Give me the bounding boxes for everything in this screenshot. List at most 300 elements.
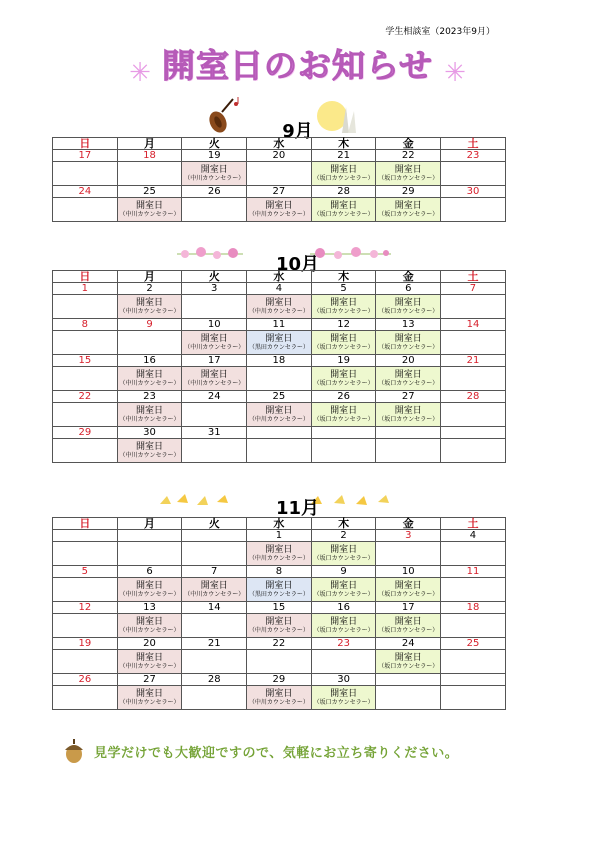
sparkle-icon: ✳	[129, 57, 151, 88]
date-number: 11	[247, 319, 312, 331]
counselor-name: （坂口カウンセラー）	[378, 343, 439, 351]
empty-day-cell	[441, 439, 506, 463]
date-number: 29	[53, 427, 118, 439]
date-number: 20	[247, 150, 312, 162]
month-title: 9月	[282, 121, 313, 142]
date-number: 18	[117, 150, 182, 162]
counselor-name: （坂口カウンセラー）	[378, 174, 439, 182]
date-number: 2	[311, 530, 376, 542]
date-number: 18	[247, 355, 312, 367]
open-day-label: 開室日	[265, 297, 293, 308]
open-day-label: 開室日	[394, 200, 422, 211]
counselor-name: （中川カウンセラー）	[119, 662, 180, 670]
empty-day-cell	[182, 439, 247, 463]
open-day-label: 開室日	[394, 652, 422, 663]
date-number: 28	[441, 391, 506, 403]
open-day-label: 開室日	[136, 616, 164, 627]
open-day-cell	[117, 614, 182, 638]
weekday-label: 日	[53, 518, 118, 530]
empty-day-cell	[441, 650, 506, 674]
counselor-name: （坂口カウンセラー）	[378, 626, 439, 634]
open-day-label: 開室日	[330, 297, 358, 308]
open-day-label: 開室日	[136, 652, 164, 663]
open-day-cell	[311, 614, 376, 638]
weekday-label: 金	[376, 518, 441, 530]
open-day-label: 開室日	[330, 688, 358, 699]
counselor-name: （中川カウンセラー）	[184, 343, 245, 351]
weekday-label: 日	[53, 271, 118, 283]
date-number: 20	[117, 638, 182, 650]
counselor-name: （中川カウンセラー）	[119, 307, 180, 315]
weekday-label: 土	[441, 518, 506, 530]
empty-day-cell	[376, 542, 441, 566]
empty-day-cell	[182, 542, 247, 566]
counselor-name: （中川カウンセラー）	[248, 554, 309, 562]
empty-day-cell	[182, 614, 247, 638]
event-row	[53, 403, 506, 427]
date-number	[53, 530, 118, 542]
open-day-cell	[376, 331, 441, 355]
open-day-cell	[376, 578, 441, 602]
empty-day-cell	[247, 439, 312, 463]
date-number: 25	[117, 186, 182, 198]
counselor-name: （坂口カウンセラー）	[313, 174, 374, 182]
counselor-name: （中川カウンセラー）	[184, 590, 245, 598]
open-day-label: 開室日	[200, 164, 228, 175]
empty-day-cell	[376, 439, 441, 463]
open-day-label: 開室日	[394, 333, 422, 344]
date-row	[53, 674, 506, 686]
open-day-label: 開室日	[136, 688, 164, 699]
open-day-label: 開室日	[330, 333, 358, 344]
event-row	[53, 686, 506, 710]
event-row	[53, 162, 506, 186]
open-day-label: 開室日	[330, 616, 358, 627]
counselor-name: （中川カウンセラー）	[248, 210, 309, 218]
counselor-name: （中川カウンセラー）	[119, 698, 180, 706]
weekday-label: 水	[247, 518, 312, 530]
empty-day-cell	[53, 578, 118, 602]
open-day-label: 開室日	[330, 580, 358, 591]
date-number: 25	[441, 638, 506, 650]
empty-day-cell	[311, 439, 376, 463]
weekday-label: 火	[182, 518, 247, 530]
open-day-label: 開室日	[136, 405, 164, 416]
empty-day-cell	[53, 331, 118, 355]
open-day-label: 開室日	[200, 333, 228, 344]
open-day-cell	[247, 578, 312, 602]
open-day-label: 開室日	[330, 200, 358, 211]
open-day-cell	[117, 198, 182, 222]
date-row	[53, 427, 506, 439]
date-number: 8	[247, 566, 312, 578]
date-number	[376, 674, 441, 686]
date-number: 7	[441, 283, 506, 295]
date-number: 9	[311, 566, 376, 578]
date-number: 16	[311, 602, 376, 614]
counselor-name: （坂口カウンセラー）	[378, 415, 439, 423]
date-row	[53, 566, 506, 578]
date-number	[311, 427, 376, 439]
open-day-cell	[376, 403, 441, 427]
date-number: 7	[182, 566, 247, 578]
empty-day-cell	[53, 439, 118, 463]
counselor-name: （中川カウンセラー）	[248, 626, 309, 634]
date-number: 21	[311, 150, 376, 162]
date-number: 29	[247, 674, 312, 686]
weekday-label: 水	[247, 271, 312, 283]
date-number: 28	[182, 674, 247, 686]
empty-day-cell	[441, 198, 506, 222]
date-number	[182, 530, 247, 542]
counselor-name: （坂口カウンセラー）	[313, 307, 374, 315]
date-number: 28	[311, 186, 376, 198]
open-day-cell	[311, 542, 376, 566]
counselor-name: （坂口カウンセラー）	[313, 379, 374, 387]
empty-day-cell	[117, 162, 182, 186]
date-number: 21	[182, 638, 247, 650]
open-day-label: 開室日	[136, 297, 164, 308]
date-number: 12	[53, 602, 118, 614]
date-number	[441, 674, 506, 686]
date-number: 22	[247, 638, 312, 650]
date-number: 14	[182, 602, 247, 614]
empty-day-cell	[117, 542, 182, 566]
office-note: 学生相談室（2023年9月）	[385, 27, 495, 37]
weekday-label: 火	[182, 138, 247, 150]
open-day-label: 開室日	[330, 405, 358, 416]
date-number: 11	[441, 566, 506, 578]
date-number: 12	[311, 319, 376, 331]
date-number: 18	[441, 602, 506, 614]
date-number: 23	[311, 638, 376, 650]
date-number: 17	[182, 355, 247, 367]
date-number: 9	[117, 319, 182, 331]
open-day-cell	[311, 367, 376, 391]
event-row	[53, 578, 506, 602]
counselor-name: （坂口カウンセラー）	[313, 698, 374, 706]
counselor-name: （中川カウンセラー）	[248, 415, 309, 423]
event-row	[53, 439, 506, 463]
open-day-label: 開室日	[330, 544, 358, 555]
empty-day-cell	[53, 614, 118, 638]
open-day-label: 開室日	[394, 580, 422, 591]
weekday-header-row	[53, 271, 506, 283]
date-number: 10	[376, 566, 441, 578]
open-day-label: 開室日	[394, 405, 422, 416]
open-day-label: 開室日	[265, 616, 293, 627]
empty-day-cell	[247, 367, 312, 391]
empty-day-cell	[182, 295, 247, 319]
date-number: 24	[376, 638, 441, 650]
acorn-icon	[62, 738, 86, 764]
counselor-name: （坂口カウンセラー）	[378, 379, 439, 387]
counselor-name: （中川カウンセラー）	[184, 379, 245, 387]
date-number: 29	[376, 186, 441, 198]
date-number: 10	[182, 319, 247, 331]
open-day-cell	[247, 403, 312, 427]
date-number: 19	[53, 638, 118, 650]
date-number: 17	[376, 602, 441, 614]
date-row	[53, 638, 506, 650]
date-number: 15	[247, 602, 312, 614]
open-day-cell	[182, 331, 247, 355]
empty-day-cell	[311, 650, 376, 674]
counselor-name: （中川カウンセラー）	[248, 307, 309, 315]
open-day-label: 開室日	[265, 200, 293, 211]
weekday-label: 土	[441, 271, 506, 283]
counselor-name: （中川カウンセラー）	[119, 451, 180, 459]
date-number: 22	[53, 391, 118, 403]
date-number: 6	[376, 283, 441, 295]
date-number: 24	[182, 391, 247, 403]
date-row	[53, 319, 506, 331]
weekday-label: 月	[117, 271, 182, 283]
event-row	[53, 650, 506, 674]
date-number: 13	[376, 319, 441, 331]
empty-day-cell	[53, 367, 118, 391]
empty-day-cell	[441, 331, 506, 355]
date-number: 26	[182, 186, 247, 198]
date-row	[53, 186, 506, 198]
date-row	[53, 283, 506, 295]
open-day-label: 開室日	[394, 369, 422, 380]
open-day-cell	[182, 578, 247, 602]
open-day-cell	[376, 650, 441, 674]
empty-day-cell	[53, 162, 118, 186]
open-day-cell	[376, 162, 441, 186]
open-day-cell	[311, 162, 376, 186]
date-number: 19	[311, 355, 376, 367]
empty-day-cell	[441, 367, 506, 391]
date-number	[441, 427, 506, 439]
open-day-cell	[247, 542, 312, 566]
weekday-label: 金	[376, 138, 441, 150]
open-day-label: 開室日	[394, 297, 422, 308]
event-row	[53, 295, 506, 319]
page-title	[0, 40, 595, 88]
counselor-name: （坂口カウンセラー）	[313, 590, 374, 598]
counselor-name: （坂口カウンセラー）	[313, 210, 374, 218]
open-day-cell	[376, 198, 441, 222]
open-day-cell	[117, 578, 182, 602]
date-number: 26	[53, 674, 118, 686]
empty-day-cell	[53, 542, 118, 566]
date-number: 20	[376, 355, 441, 367]
date-number: 31	[182, 427, 247, 439]
date-number: 2	[117, 283, 182, 295]
empty-day-cell	[182, 650, 247, 674]
counselor-name: （中川カウンセラー）	[184, 174, 245, 182]
date-number: 23	[117, 391, 182, 403]
date-number	[376, 427, 441, 439]
calendar-november	[52, 517, 506, 710]
counselor-name: （坂口カウンセラー）	[313, 343, 374, 351]
date-number: 6	[117, 566, 182, 578]
empty-day-cell	[53, 686, 118, 710]
empty-day-cell	[441, 542, 506, 566]
weekday-label: 木	[311, 518, 376, 530]
weekday-label: 木	[311, 138, 376, 150]
date-number: 26	[311, 391, 376, 403]
open-day-cell	[247, 686, 312, 710]
sparkle-icon: ✳	[444, 57, 466, 88]
date-number: 4	[441, 530, 506, 542]
counselor-name: （中川カウンセラー）	[119, 210, 180, 218]
open-day-label: 開室日	[265, 544, 293, 555]
open-day-label: 開室日	[265, 333, 293, 344]
open-day-cell	[311, 686, 376, 710]
date-number: 25	[247, 391, 312, 403]
date-number: 22	[376, 150, 441, 162]
open-day-cell	[247, 331, 312, 355]
weekday-label: 土	[441, 138, 506, 150]
empty-day-cell	[441, 295, 506, 319]
counselor-name: （中川カウンセラー）	[119, 590, 180, 598]
date-row	[53, 530, 506, 542]
open-day-label: 開室日	[330, 369, 358, 380]
date-number: 15	[53, 355, 118, 367]
empty-day-cell	[182, 686, 247, 710]
counselor-name: （坂口カウンセラー）	[378, 210, 439, 218]
open-day-cell	[376, 367, 441, 391]
open-day-label: 開室日	[394, 164, 422, 175]
open-day-label: 開室日	[200, 369, 228, 380]
open-day-cell	[117, 650, 182, 674]
weekday-header-row	[53, 518, 506, 530]
date-number: 3	[182, 283, 247, 295]
open-day-cell	[117, 367, 182, 391]
open-day-cell	[311, 578, 376, 602]
weekday-label: 月	[117, 138, 182, 150]
open-day-cell	[247, 198, 312, 222]
footer-message: 見学だけでも大歓迎ですので、気軽にお立ち寄りください。	[94, 745, 459, 761]
open-day-cell	[376, 295, 441, 319]
empty-day-cell	[441, 403, 506, 427]
date-number: 4	[247, 283, 312, 295]
weekday-label: 火	[182, 271, 247, 283]
weekday-label: 金	[376, 271, 441, 283]
open-day-cell	[182, 162, 247, 186]
month-title: 11月	[275, 498, 320, 519]
date-number: 21	[441, 355, 506, 367]
open-day-label: 開室日	[394, 616, 422, 627]
date-number: 1	[247, 530, 312, 542]
counselor-name: （坂口カウンセラー）	[313, 415, 374, 423]
open-day-cell	[311, 295, 376, 319]
date-number	[247, 427, 312, 439]
open-day-label: 開室日	[265, 405, 293, 416]
page-title-text: 開室日のお知らせ	[161, 46, 433, 85]
date-number: 16	[117, 355, 182, 367]
empty-day-cell	[441, 686, 506, 710]
counselor-name: （中川カウンセラー）	[119, 626, 180, 634]
counselor-name: （中川カウンセラー）	[248, 698, 309, 706]
date-number	[117, 530, 182, 542]
empty-day-cell	[53, 403, 118, 427]
date-number: 27	[247, 186, 312, 198]
date-number: 30	[311, 674, 376, 686]
empty-day-cell	[441, 578, 506, 602]
empty-day-cell	[247, 650, 312, 674]
open-day-cell	[376, 614, 441, 638]
empty-day-cell	[182, 403, 247, 427]
event-row	[53, 367, 506, 391]
date-number: 5	[311, 283, 376, 295]
open-day-label: 開室日	[136, 369, 164, 380]
open-day-cell	[117, 403, 182, 427]
open-day-cell	[182, 367, 247, 391]
open-day-cell	[311, 331, 376, 355]
date-number: 19	[182, 150, 247, 162]
calendar-september	[52, 137, 506, 222]
open-day-label: 開室日	[200, 580, 228, 591]
empty-day-cell	[376, 686, 441, 710]
date-row	[53, 391, 506, 403]
date-number: 3	[376, 530, 441, 542]
date-number: 17	[53, 150, 118, 162]
date-number: 13	[117, 602, 182, 614]
counselor-name: （坂口カウンセラー）	[378, 307, 439, 315]
event-row	[53, 331, 506, 355]
empty-day-cell	[53, 198, 118, 222]
date-number: 30	[441, 186, 506, 198]
empty-day-cell	[441, 162, 506, 186]
counselor-name: （黒田カウンセラー）	[248, 343, 309, 351]
weekday-header-row	[53, 138, 506, 150]
open-day-cell	[311, 198, 376, 222]
empty-day-cell	[441, 614, 506, 638]
weekday-label: 木	[311, 271, 376, 283]
event-row	[53, 542, 506, 566]
counselor-name: （坂口カウンセラー）	[313, 554, 374, 562]
open-day-cell	[311, 403, 376, 427]
weekday-label: 日	[53, 138, 118, 150]
open-day-cell	[117, 295, 182, 319]
event-row	[53, 198, 506, 222]
empty-day-cell	[182, 198, 247, 222]
date-number: 5	[53, 566, 118, 578]
date-row	[53, 150, 506, 162]
open-day-label: 開室日	[265, 688, 293, 699]
open-day-cell	[117, 686, 182, 710]
open-day-label: 開室日	[330, 164, 358, 175]
counselor-name: （中川カウンセラー）	[119, 415, 180, 423]
month-title: 10月	[275, 254, 320, 275]
date-number: 1	[53, 283, 118, 295]
open-day-cell	[247, 295, 312, 319]
date-row	[53, 355, 506, 367]
date-number: 27	[117, 674, 182, 686]
open-day-cell	[247, 614, 312, 638]
weekday-label: 月	[117, 518, 182, 530]
empty-day-cell	[247, 162, 312, 186]
date-number: 14	[441, 319, 506, 331]
counselor-name: （坂口カウンセラー）	[313, 626, 374, 634]
empty-day-cell	[117, 331, 182, 355]
empty-day-cell	[53, 650, 118, 674]
open-day-label: 開室日	[265, 580, 293, 591]
counselor-name: （坂口カウンセラー）	[378, 590, 439, 598]
date-number: 24	[53, 186, 118, 198]
open-day-cell	[117, 439, 182, 463]
calendar-october	[52, 270, 506, 463]
counselor-name: （黒田カウンセラー）	[248, 590, 309, 598]
event-row	[53, 614, 506, 638]
counselor-name: （坂口カウンセラー）	[378, 662, 439, 670]
date-number: 30	[117, 427, 182, 439]
empty-day-cell	[53, 295, 118, 319]
